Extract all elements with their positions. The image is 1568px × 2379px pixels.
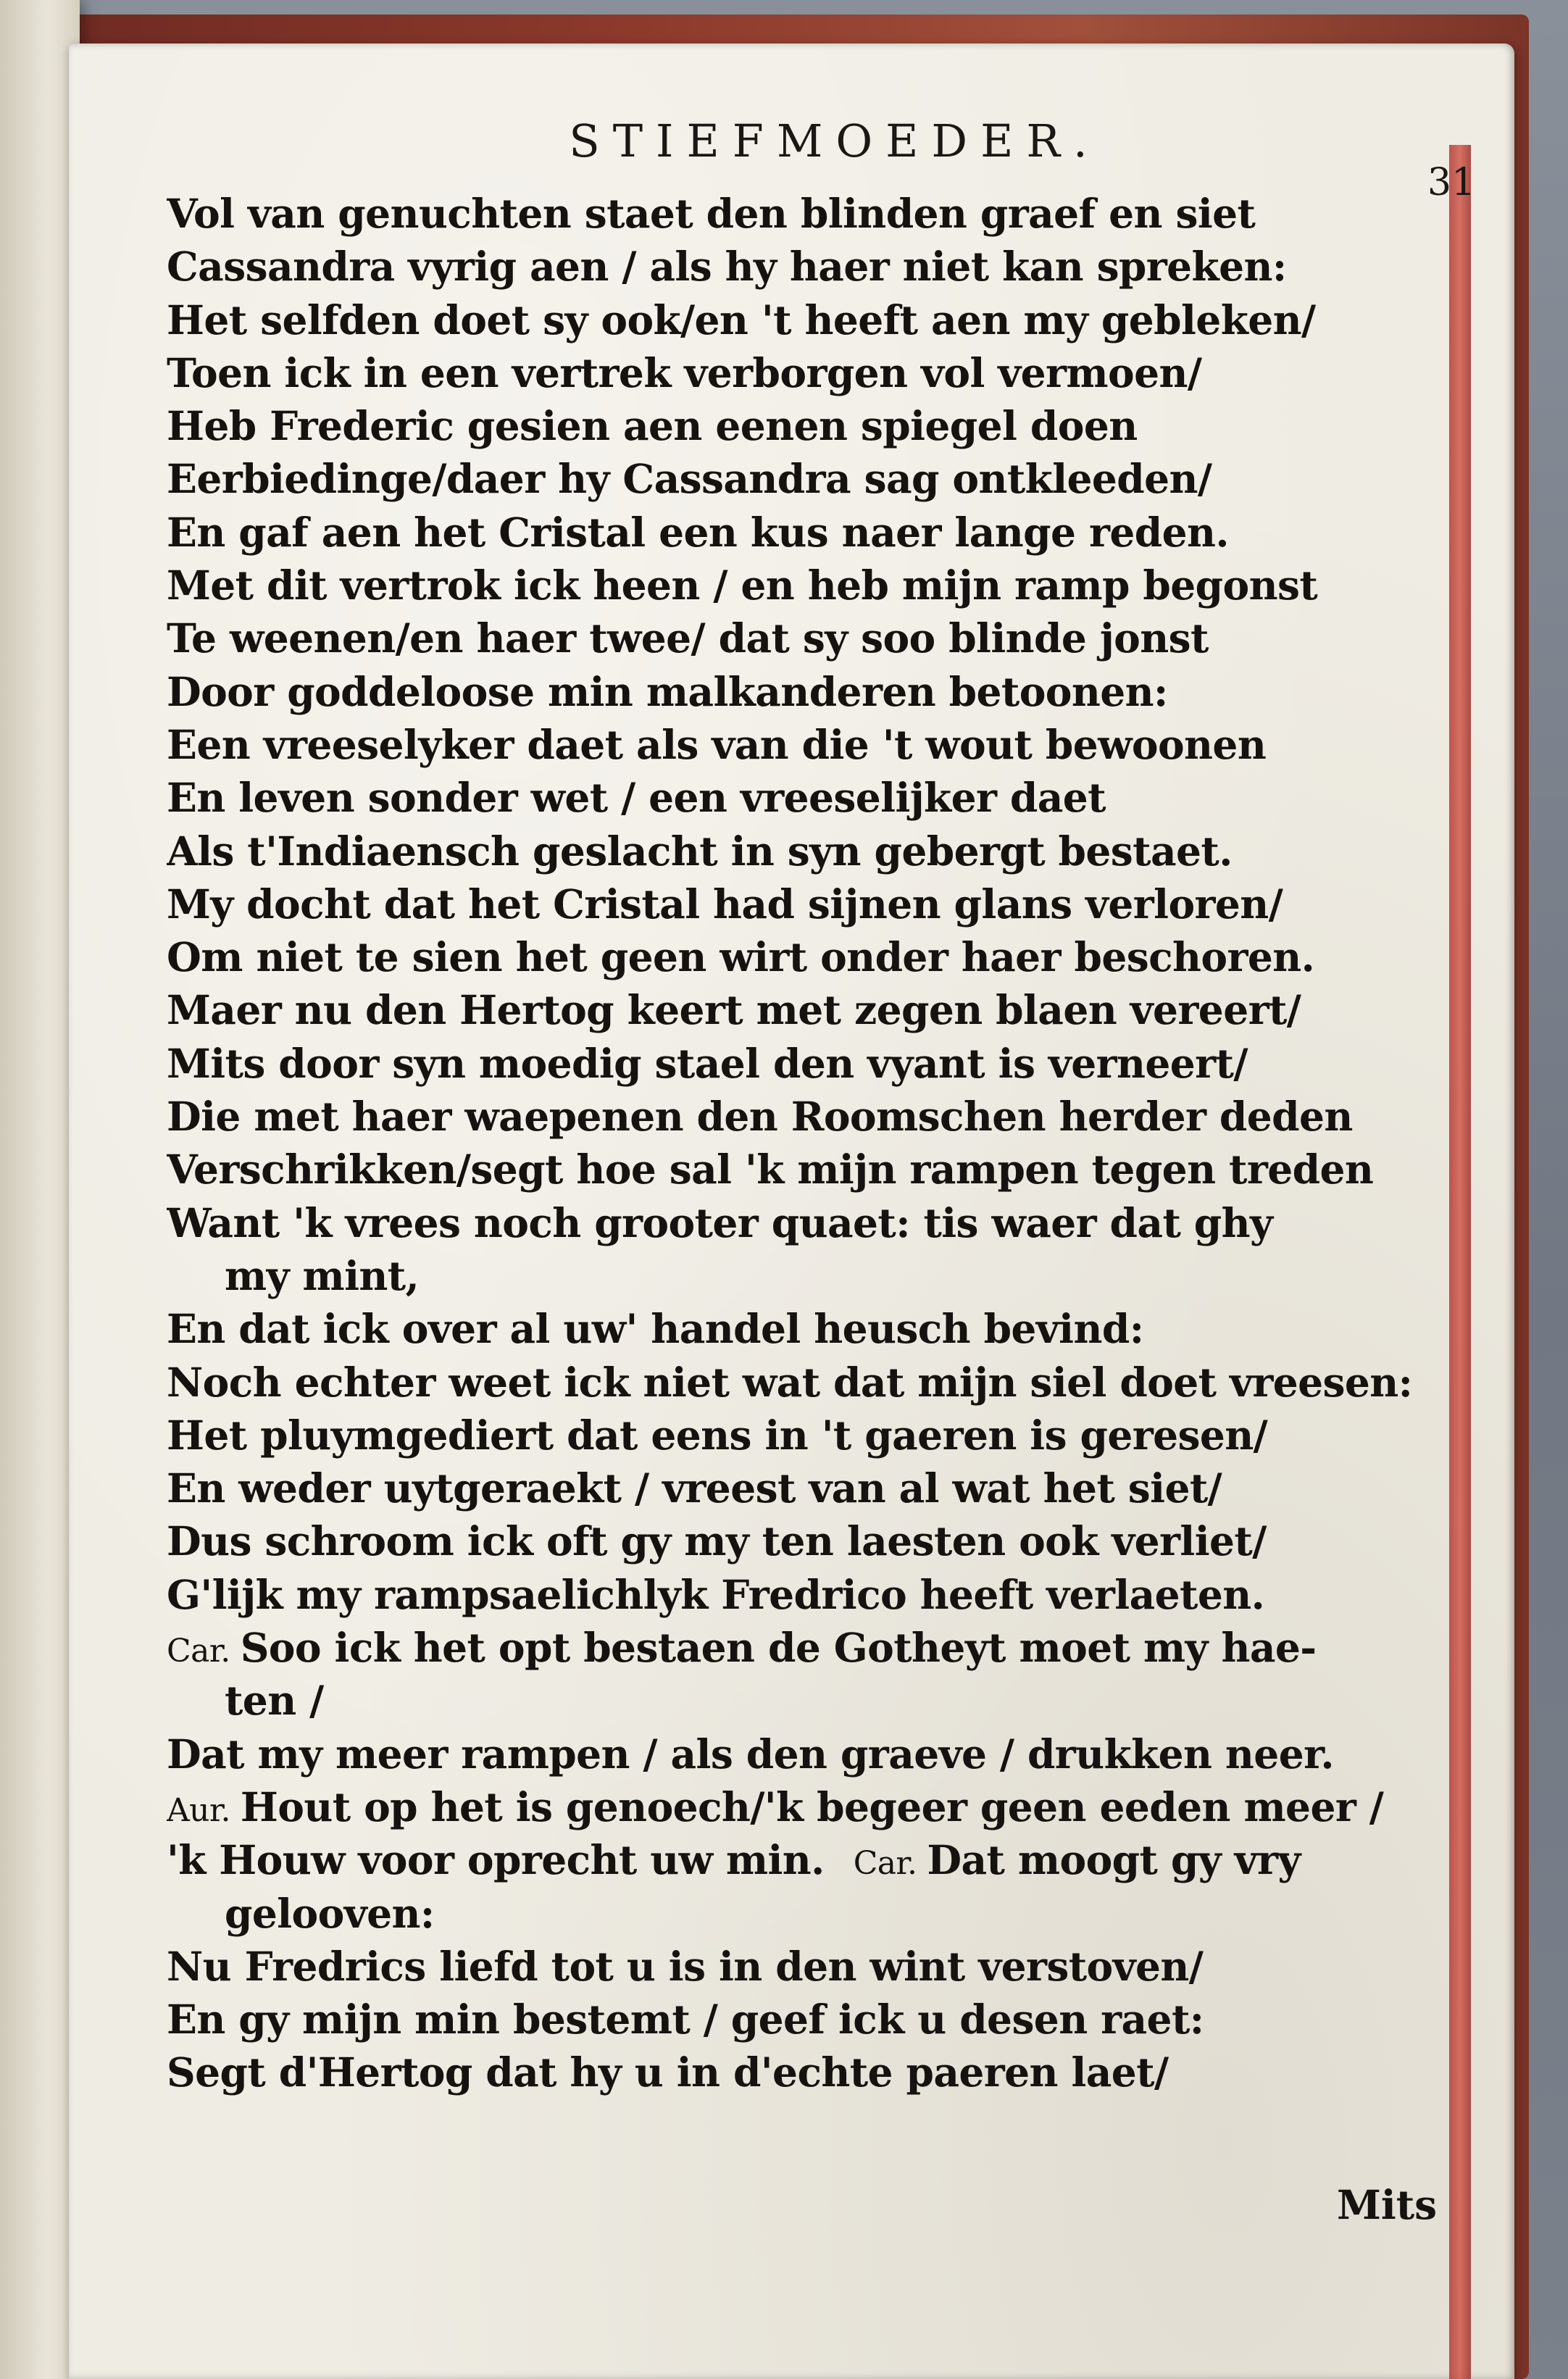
verse-line bbox=[167, 825, 1464, 878]
line-text: Nu Fredrics liefd tot u is in den wint verstoven/ bbox=[167, 1942, 1204, 1990]
verse-line bbox=[167, 240, 1464, 293]
verse-line bbox=[167, 1037, 1464, 1090]
verse-line bbox=[167, 718, 1464, 771]
verse-line bbox=[167, 452, 1464, 505]
verse-line bbox=[167, 1143, 1464, 1196]
line-text: En leven sonder wet / een vreeselijker daet bbox=[167, 774, 1106, 822]
line-text: Te weenen/en haer twee/ dat sy soo blinde jonst bbox=[167, 614, 1209, 662]
verse-text-block bbox=[167, 187, 1464, 2099]
verse-line bbox=[167, 1993, 1464, 2046]
verse-line bbox=[167, 612, 1464, 664]
verse-line bbox=[167, 1090, 1464, 1143]
line-text: Noch echter weet ick niet wat dat mijn siel doet vreesen: bbox=[167, 1358, 1413, 1406]
line-text: ten / bbox=[225, 1677, 324, 1725]
line-text: my mint, bbox=[225, 1251, 420, 1299]
page-number: 31 bbox=[1427, 161, 1476, 204]
speaker-label: Aur. bbox=[167, 1791, 230, 1829]
verse-line bbox=[167, 293, 1464, 346]
line-text: En weder uytgeraekt / vreest van al wat het siet/ bbox=[167, 1465, 1222, 1512]
verse-line bbox=[167, 878, 1464, 930]
line-text: Mits door syn moedig stael den vyant is verneert/ bbox=[167, 1039, 1248, 1087]
line-text: Maer nu den Hertog keert met zegen blaen vereert/ bbox=[167, 986, 1301, 1034]
line-text: Die met haer waepenen den Roomschen herder deden bbox=[167, 1093, 1353, 1141]
line-text: Verschrikken/segt hoe sal 'k mijn rampen tegen treden bbox=[167, 1146, 1374, 1193]
line-text: Door goddeloose min malkanderen betoonen: bbox=[167, 667, 1168, 715]
verse-line bbox=[167, 1462, 1464, 1515]
line-text: Dus schroom ick oft gy my ten laesten ook verliet/ bbox=[167, 1517, 1267, 1565]
verse-line bbox=[167, 1940, 1464, 1993]
line-text: Eerbiedinge/daer hy Cassandra sag ontkleeden/ bbox=[167, 455, 1212, 503]
line-text: G'lijk my rampsaelichlyk Fredrico heeft verlaeten. bbox=[167, 1570, 1265, 1618]
verse-line bbox=[167, 1515, 1464, 1567]
line-text: Segt d'Hertog dat hy u in d'echte paeren laet/ bbox=[167, 2049, 1169, 2096]
facing-page-edge bbox=[0, 0, 80, 2379]
speaker-label: Car. bbox=[167, 1633, 230, 1670]
verse-line bbox=[167, 1887, 1464, 1940]
verse-line bbox=[167, 1356, 1464, 1409]
verse-line bbox=[167, 346, 1464, 399]
speaker-label: Car. bbox=[853, 1845, 917, 1883]
verse-line bbox=[167, 1674, 1464, 1727]
line-text: En dat ick over al uw' handel heusch bevind: bbox=[167, 1305, 1144, 1353]
verse-line bbox=[167, 1833, 1464, 1886]
verse-line bbox=[167, 1196, 1464, 1249]
line-text: My docht dat het Cristal had sijnen glans verloren/ bbox=[167, 880, 1283, 928]
line-text: Soo ick het opt bestaen de Gotheyt moet my hae- bbox=[240, 1624, 1317, 1672]
line-text: Dat my meer rampen / als den graeve / drukken neer. bbox=[167, 1730, 1334, 1778]
line-text: Het pluymgediert dat eens in 't gaeren is geresen/ bbox=[167, 1411, 1268, 1459]
verse-line bbox=[167, 1728, 1464, 1780]
line-text: Als t'Indiaensch geslacht in syn gebergt bestaet. bbox=[167, 827, 1233, 875]
line-text: Een vreeselyker daet als van die 't wout bewoonen bbox=[167, 720, 1267, 768]
line-text: Om niet te sien het geen wirt onder haer beschoren. bbox=[167, 933, 1315, 981]
line-text: Hout op het is genoech/'k begeer geen eeden meer / bbox=[240, 1783, 1384, 1830]
line-text: Heb Frederic gesien aen eenen spiegel doen bbox=[167, 402, 1138, 450]
running-title: STIEFMOEDER. bbox=[569, 114, 1101, 167]
verse-line bbox=[167, 983, 1464, 1036]
line-text: Vol van genuchten staet den blinden graef en siet bbox=[167, 190, 1256, 237]
verse-line bbox=[167, 1302, 1464, 1355]
verse-line bbox=[167, 506, 1464, 559]
line-text: Toen ick in een vertrek verborgen vol vermoen/ bbox=[167, 349, 1202, 396]
line-text: Met dit vertrok ick heen / en heb mijn ramp begonst bbox=[167, 562, 1318, 609]
verse-line bbox=[167, 187, 1464, 240]
line-text: En gaf aen het Cristal een kus naer lange reden. bbox=[167, 508, 1229, 556]
verse-line bbox=[167, 559, 1464, 612]
line-text: Het selfden doet sy ook/en 't heeft aen my gebleken/ bbox=[167, 296, 1316, 343]
verse-line bbox=[167, 2046, 1464, 2099]
verse-line bbox=[167, 771, 1464, 824]
verse-line bbox=[167, 1568, 1464, 1621]
verse-line bbox=[167, 1409, 1464, 1462]
verse-line bbox=[167, 1621, 1464, 1674]
line-text: Dat moogt gy vry bbox=[927, 1836, 1301, 1884]
verse-line bbox=[167, 1780, 1464, 1833]
line-text: Want 'k vrees noch grooter quaet: tis waer dat ghy bbox=[167, 1199, 1273, 1246]
line-text: Cassandra vyrig aen / als hy haer niet kan spreken: bbox=[167, 243, 1287, 291]
line-text: 'k Houw voor oprecht uw min. bbox=[167, 1836, 825, 1884]
line-text: En gy mijn min bestemt / geef ick u desen raet: bbox=[167, 1996, 1204, 2043]
verse-line bbox=[167, 930, 1464, 983]
line-text: gelooven: bbox=[225, 1889, 435, 1937]
catchword: Mits bbox=[1337, 2181, 1438, 2228]
verse-line bbox=[167, 665, 1464, 718]
verse-line bbox=[167, 399, 1464, 452]
verse-line bbox=[167, 1249, 1464, 1302]
